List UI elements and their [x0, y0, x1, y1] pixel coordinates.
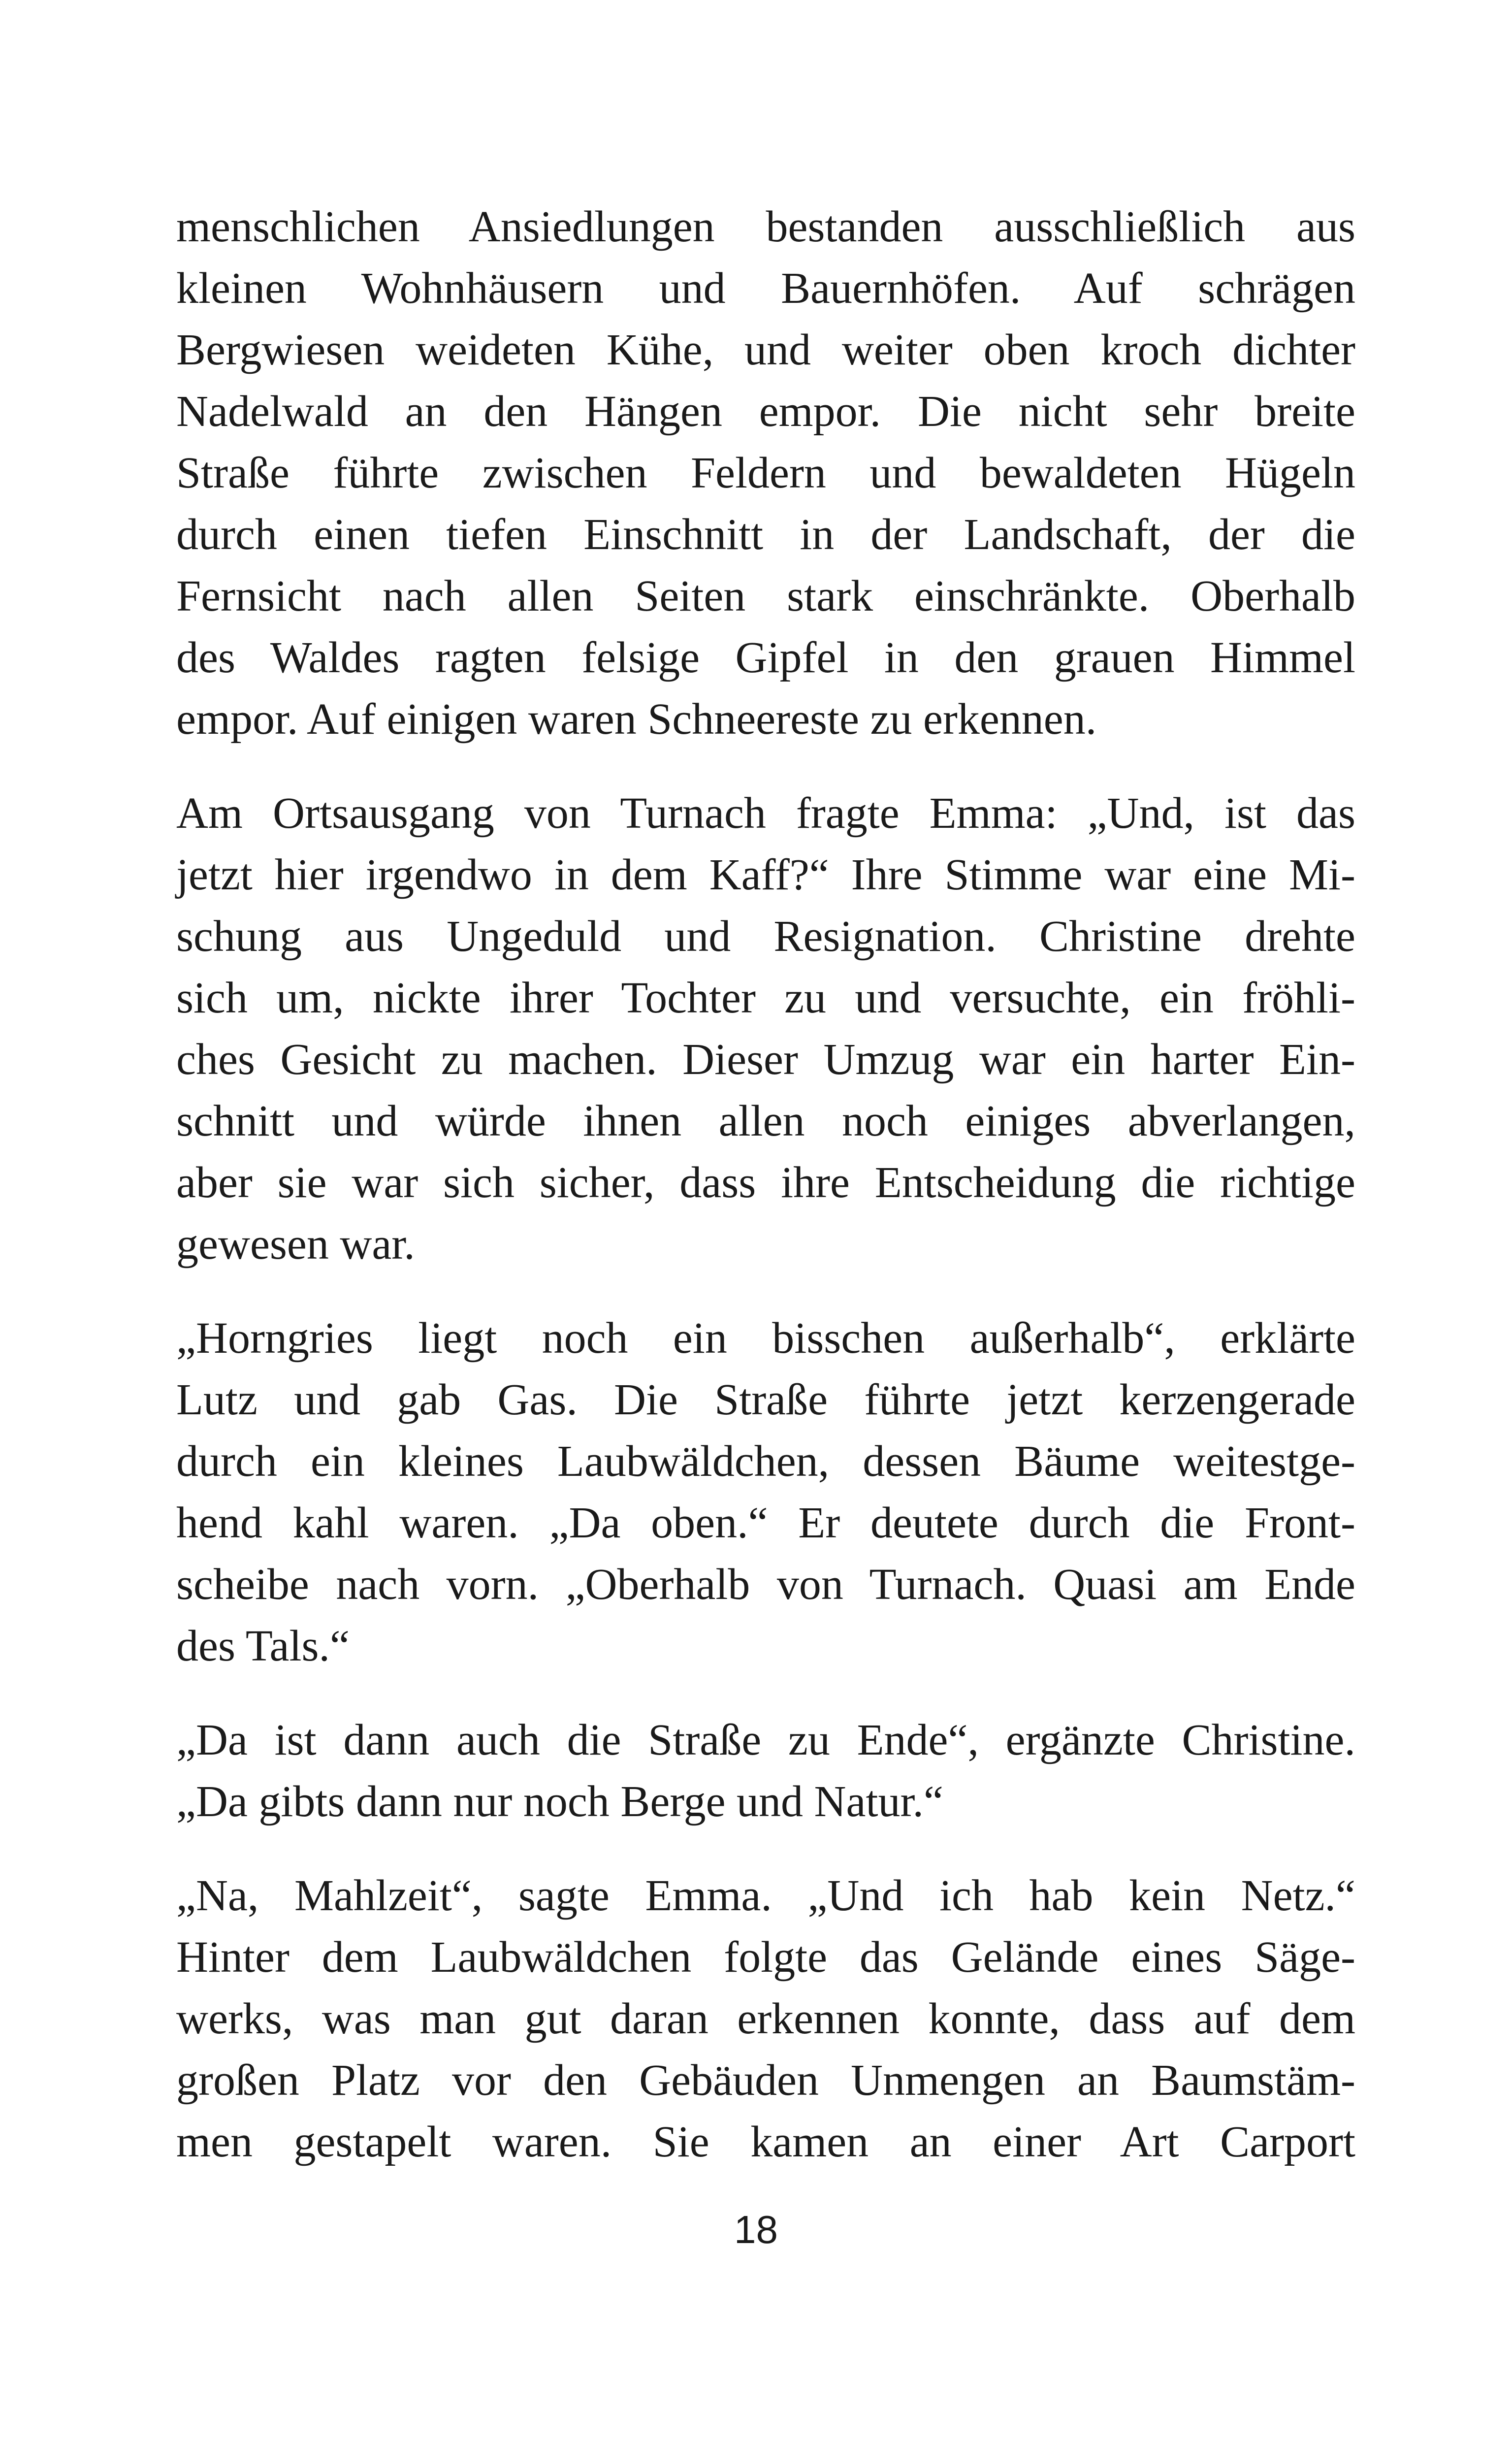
paragraph-3: [176, 1307, 1355, 1677]
text-line: durch einen tiefen Einschnitt in der Landschaft, der die: [176, 510, 1355, 559]
text-line: Nadelwald an den Hängen empor. Die nicht sehr breite: [176, 387, 1355, 436]
paragraph-1: [176, 196, 1355, 750]
text-line: schung aus Ungeduld und Resignation. Christine drehte: [176, 912, 1355, 961]
text-line: Hinter dem Laubwäldchen folgte das Gelände eines Säge-: [176, 1933, 1355, 1982]
text-line: gewesen war.: [176, 1220, 415, 1269]
text-line: empor. Auf einigen waren Schneereste zu erkennen.: [176, 695, 1097, 744]
text-line: werks, was man gut daran erkennen konnte, dass auf dem: [176, 1994, 1355, 2043]
text-line: men gestapelt waren. Sie kamen an einer Art Carport: [176, 2117, 1355, 2166]
text-line: aber sie war sich sicher, dass ihre Entscheidung die richtige: [176, 1158, 1355, 1207]
text-line: „Da ist dann auch die Straße zu Ende“, ergänzte Christine.: [176, 1716, 1355, 1764]
text-line: Lutz und gab Gas. Die Straße führte jetzt kerzengerade: [176, 1375, 1355, 1424]
paragraph-5: [176, 1865, 1355, 2173]
body-text: [176, 196, 1355, 2205]
text-line: ches Gesicht zu machen. Dieser Umzug war ein harter Ein-: [176, 1035, 1355, 1084]
text-line: „Na, Mahlzeit“, sagte Emma. „Und ich hab kein Netz.“: [176, 1871, 1355, 1920]
text-line: Am Ortsausgang von Turnach fragte Emma: „Und, ist das: [176, 789, 1355, 838]
text-line: schnitt und würde ihnen allen noch einiges abverlangen,: [176, 1097, 1355, 1145]
text-line: des Waldes ragten felsige Gipfel in den grauen Himmel: [176, 633, 1355, 682]
text-line: kleinen Wohnhäusern und Bauernhöfen. Auf schrägen: [176, 264, 1355, 313]
text-line: „Horngries liegt noch ein bisschen außerhalb“, erklärte: [176, 1314, 1355, 1363]
text-line: „Da gibts dann nur noch Berge und Natur.“: [176, 1777, 943, 1826]
text-line: Straße führte zwischen Feldern und bewaldeten Hügeln: [176, 449, 1355, 497]
text-line: Bergwiesen weideten Kühe, und weiter oben kroch dichter: [176, 326, 1355, 374]
text-line: jetzt hier irgendwo in dem Kaff?“ Ihre Stimme war eine Mi-: [176, 850, 1355, 899]
text-line: durch ein kleines Laubwäldchen, dessen Bäume weitestge-: [176, 1437, 1355, 1486]
text-line: sich um, nickte ihrer Tochter zu und versuchte, ein fröhli-: [176, 974, 1355, 1022]
text-line: scheibe nach vorn. „Oberhalb von Turnach. Quasi am Ende: [176, 1560, 1355, 1609]
text-line: großen Platz vor den Gebäuden Unmengen an Baumstäm-: [176, 2056, 1355, 2105]
text-line: des Tals.“: [176, 1622, 350, 1670]
paragraph-4: [176, 1709, 1355, 1832]
text-line: hend kahl waren. „Da oben.“ Er deutete durch die Front-: [176, 1498, 1355, 1547]
page-number: 18: [734, 2208, 778, 2251]
text-line: menschlichen Ansiedlungen bestanden ausschließlich aus: [176, 202, 1355, 251]
text-line: Fernsicht nach allen Seiten stark einschränkte. Oberhalb: [176, 572, 1355, 620]
paragraph-2: [176, 782, 1355, 1275]
